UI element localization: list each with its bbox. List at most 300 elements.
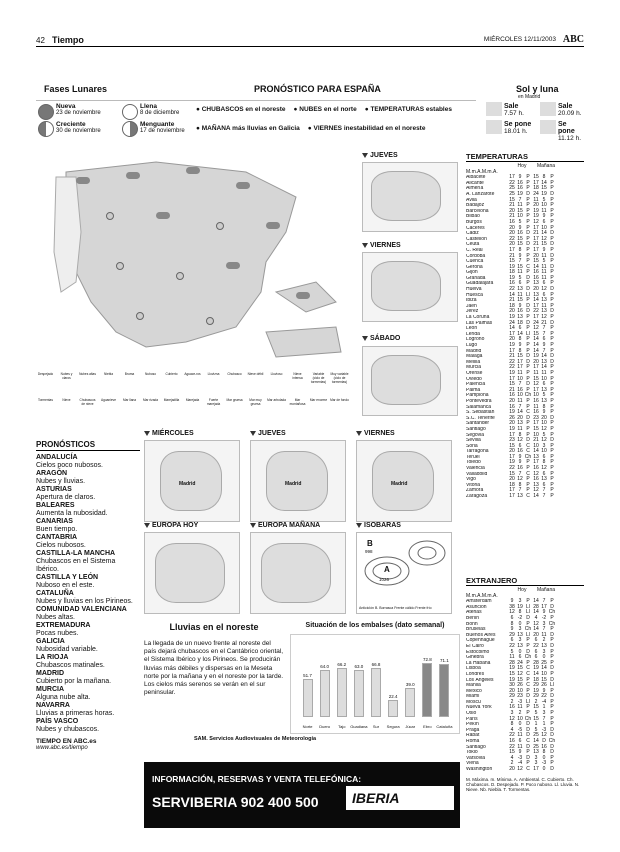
city-name: Sevilla xyxy=(466,438,481,444)
city-name: Santiago xyxy=(466,426,486,432)
city-name: Estocolmo xyxy=(466,649,490,655)
temp-cell: P xyxy=(526,235,530,242)
temp-cell: 12 xyxy=(517,766,523,772)
temp-cell: 12 xyxy=(533,381,539,388)
temp-cell: 10 xyxy=(517,687,523,694)
tomorrow-header: Mañana xyxy=(536,163,556,169)
temp-cell: 19 xyxy=(509,369,515,376)
temp-cell: 10 xyxy=(533,442,539,449)
temp-cell: 30 xyxy=(509,682,515,689)
temp-cell: 16 xyxy=(509,738,515,745)
today-header: Hoy xyxy=(517,587,527,593)
temp-cell: D xyxy=(526,319,530,326)
temp-cell: 24 xyxy=(509,319,515,326)
temp-cell: 17 xyxy=(533,179,539,186)
temp-cell: 20 xyxy=(509,420,515,427)
temp-cell: 17 xyxy=(509,493,515,500)
temp-cell: 11 xyxy=(541,274,547,281)
temp-cell: 14 xyxy=(517,330,523,337)
temp-cell: 5 xyxy=(542,431,546,438)
temp-cell: P xyxy=(550,218,554,225)
temp-cell: 4 xyxy=(534,614,538,621)
madrid-map-thu xyxy=(250,440,346,522)
temp-cell: 13 xyxy=(533,481,539,488)
temp-cell: 12 xyxy=(517,437,523,444)
temp-cell: 5 xyxy=(510,648,514,655)
low-pressure-value: 998 xyxy=(365,549,373,554)
temp-cell: 14 xyxy=(533,670,539,677)
city-name: Zamora xyxy=(466,488,484,494)
temp-cell: D xyxy=(550,665,554,672)
temp-cell: 11 xyxy=(541,369,547,376)
city-name: Bilbao xyxy=(466,214,480,220)
tomorrow-header: Mañana xyxy=(536,587,556,593)
city-name: Manila xyxy=(466,683,481,689)
temp-cell: 10 xyxy=(541,670,547,677)
moon-phases-title: Fases Lunares xyxy=(44,84,108,94)
city-name: Murcia xyxy=(466,365,482,371)
bar-category: Guadiana xyxy=(350,724,368,729)
city-name: Varsovia xyxy=(466,755,486,761)
city-name: Tokio xyxy=(466,750,478,756)
temp-cell: 3 xyxy=(542,620,546,627)
temp-row xyxy=(466,494,584,500)
temp-cell: P xyxy=(526,598,530,605)
temp-cell: 13 xyxy=(533,280,539,287)
temp-cell: 16 xyxy=(517,386,523,393)
temp-cell: P xyxy=(550,409,554,416)
temp-cell: 8 xyxy=(518,609,522,616)
temp-cell: P xyxy=(526,676,530,683)
city-name: Ginebra xyxy=(466,655,484,661)
chart-title: Situación de los embalses (dato semanal) xyxy=(305,622,445,629)
temp-cell: D xyxy=(526,721,530,728)
temp-cell: 21 xyxy=(533,241,539,248)
city-label: Madrid xyxy=(391,481,408,487)
city-name: Moscú xyxy=(466,699,481,705)
page-header xyxy=(36,36,584,47)
temp-cell: 5 xyxy=(542,196,546,203)
temp-cell: 12 xyxy=(541,425,547,432)
temp-cell: 13 xyxy=(517,420,523,427)
temp-cell: 15 xyxy=(517,676,523,683)
temp-cell: 19 xyxy=(533,665,539,672)
temp-cell: P xyxy=(526,459,530,466)
region-text: Buen tiempo. xyxy=(36,526,78,533)
temp-cell: 20 xyxy=(509,336,515,343)
temp-cell: 7 xyxy=(518,470,522,477)
region-text: Lluvias a primeras horas. xyxy=(36,710,115,717)
temp-cell: 14 xyxy=(541,230,547,237)
temp-cell: P xyxy=(526,342,530,348)
col-header: A. xyxy=(492,592,498,599)
temp-cell: P xyxy=(550,174,554,181)
temp-cell: 17 xyxy=(533,302,539,309)
region-name: PAÍS VASCO xyxy=(36,718,79,725)
temp-cell: P xyxy=(550,375,554,382)
temp-cell: P xyxy=(550,637,554,644)
city-name: Cuenca xyxy=(466,259,484,265)
city-name: Santander xyxy=(466,421,490,427)
temp-cell: P xyxy=(526,280,530,287)
temp-cell: 9 xyxy=(518,749,522,756)
city-name: Huesca xyxy=(466,292,483,298)
temp-cell: 14 xyxy=(533,493,539,500)
temp-cell: 8 xyxy=(518,336,522,343)
temp-cell: 7 xyxy=(518,381,522,388)
temp-cell: 17 xyxy=(533,224,539,231)
phase-name: Creciente xyxy=(56,121,86,128)
city-name: Logroño xyxy=(466,337,485,343)
temp-cell: 12 xyxy=(533,218,539,225)
city-name: Badajoz xyxy=(466,203,485,209)
temp-cell: 20 xyxy=(509,687,515,694)
temp-cell: P xyxy=(550,670,554,677)
temp-cell: D xyxy=(550,308,554,315)
temp-cell: -2 xyxy=(541,614,547,621)
temp-cell: 12 xyxy=(541,437,547,444)
low-pressure-label: B xyxy=(367,539,373,548)
region-text: Aumenta la nubosidad. xyxy=(36,510,108,517)
temp-cell: P xyxy=(550,760,554,767)
temp-cell: 6 xyxy=(542,470,546,477)
temp-cell: P xyxy=(526,246,530,253)
region-name: CASTILLA Y LEÓN xyxy=(36,574,99,581)
city-name: Castellón xyxy=(466,236,487,242)
temp-cell: 12 xyxy=(533,325,539,332)
city-name: Segovia xyxy=(466,432,485,438)
temp-cell: 15 xyxy=(517,297,523,304)
temp-cell: P xyxy=(526,269,530,276)
temp-cell: -2 xyxy=(517,614,523,621)
temp-cell: 6 xyxy=(534,654,538,661)
foreign-temperatures xyxy=(466,576,584,826)
temp-cell: 25 xyxy=(541,659,547,666)
isobar-map xyxy=(356,532,452,614)
bar xyxy=(337,668,347,717)
temp-cell: 14 xyxy=(509,325,515,332)
temp-cell: Ch xyxy=(548,738,556,745)
temp-cell: 17 xyxy=(509,431,515,438)
temp-cell: D xyxy=(550,437,554,444)
temp-cell: 13 xyxy=(517,631,523,638)
temp-cell: 3 xyxy=(542,442,546,449)
regional-forecast xyxy=(36,622,140,638)
temp-cell: P xyxy=(550,202,554,209)
temp-cell: 8 xyxy=(518,246,522,253)
madrid-map-wed xyxy=(144,440,240,522)
temp-cell: 13 xyxy=(541,642,547,649)
city-name: La Habana xyxy=(466,660,491,666)
temp-cell: 20 xyxy=(533,631,539,638)
temp-cell: D xyxy=(550,353,554,360)
temp-cell: 17 xyxy=(541,603,547,610)
temp-cell: 19 xyxy=(509,425,515,432)
temp-cell: 1 xyxy=(534,721,538,728)
temp-cell: D xyxy=(526,693,530,700)
region-name: EXTREMADURA xyxy=(36,622,91,629)
city-name: Gerona xyxy=(466,264,483,270)
temp-cell: Ch xyxy=(548,620,556,627)
city-name: Washington xyxy=(466,767,493,772)
temp-cell: P xyxy=(550,614,554,621)
temp-cell: 38 xyxy=(509,603,515,610)
moonset: Se pone 11.12 h. xyxy=(558,121,582,142)
temp-cell: P xyxy=(526,620,530,627)
temp-cell: 22 xyxy=(509,286,515,293)
issue-date: MIÉRCOLES 12/11/2003 xyxy=(483,36,556,43)
bar-category: Sur xyxy=(372,724,380,729)
region-name: BALEARES xyxy=(36,502,75,509)
bar-value: 51.7 xyxy=(303,672,312,678)
temp-cell: 19 xyxy=(509,409,515,416)
city-name: México xyxy=(466,688,482,694)
temp-cell: D xyxy=(526,437,530,444)
temp-cell: P xyxy=(550,347,554,354)
temp-cell: P xyxy=(550,754,554,761)
temps-title: TEMPERATURAS xyxy=(466,152,584,162)
moonrise-icon xyxy=(540,102,556,116)
temp-cell: -4 xyxy=(517,760,523,767)
temp-cell: 9 xyxy=(542,609,546,616)
map-label: SÁBADO xyxy=(370,335,401,342)
temp-cell: 22 xyxy=(509,364,515,371)
temp-cell: 26 xyxy=(509,414,515,421)
temp-cell: D xyxy=(526,743,530,750)
temp-cell: P xyxy=(526,642,530,649)
temp-cell: P xyxy=(550,465,554,472)
temp-cell: 21 xyxy=(533,230,539,237)
temp-table xyxy=(466,175,584,499)
temp-cell: 5 xyxy=(542,258,546,265)
temp-cell: 9 xyxy=(510,626,514,633)
iberia-ad[interactable] xyxy=(144,762,460,828)
forecast-line-2 xyxy=(196,125,425,132)
temp-cell: D xyxy=(550,286,554,293)
city-name: Valladolid xyxy=(466,471,488,477)
temp-cell: 11 xyxy=(517,397,523,404)
isobar-legend: Anticiclón B. Borrasca Frente cálido Frente frío xyxy=(359,606,432,610)
temp-cell: 8 xyxy=(542,174,546,181)
temp-cell: 11 xyxy=(517,732,523,739)
city-name: Asunción xyxy=(466,604,487,610)
region-text: Pocas nubes. xyxy=(36,630,79,637)
temp-cell: 16 xyxy=(533,476,539,483)
moonset-icon xyxy=(540,120,556,134)
temp-cell: 7 xyxy=(518,403,522,410)
temp-cell: D xyxy=(550,743,554,750)
anticyclone-pressure: 1026 xyxy=(379,577,390,582)
temp-cell: P xyxy=(550,392,554,399)
europe-map-tomorrow xyxy=(250,532,346,614)
temp-cell: 15 xyxy=(533,330,539,337)
temp-cell: 5 xyxy=(534,710,538,717)
temp-cell: 5 xyxy=(518,218,522,225)
temp-cell: 16 xyxy=(517,308,523,315)
temp-cell: 20 xyxy=(509,397,515,404)
temp-cell: 15 xyxy=(541,241,547,248)
temp-cell: 12 xyxy=(509,715,515,722)
temp-cell: 22 xyxy=(509,465,515,472)
story-body: La llegada de un nuevo frente al noreste del país dejará chubascos en el Cantábrico oriental, el Sistema Ibérico y los Pirineos. Se producirán lluvias más débiles y dispersas en la Meseta norte por la mañana y en el noreste por la tarde. Los cielos más serenos se verán en el sur peninsular. xyxy=(144,640,284,697)
temp-cell: 9 xyxy=(518,459,522,466)
temp-cell: 14 xyxy=(533,297,539,304)
temp-cell: D xyxy=(526,358,530,365)
temp-cell: P xyxy=(526,760,530,767)
temp-cell: 6 xyxy=(542,481,546,488)
temp-cell: 20 xyxy=(533,252,539,259)
city-name: Copenhague xyxy=(466,638,495,644)
city-name: Valencia xyxy=(466,466,485,472)
city-name: Ávila xyxy=(466,197,477,203)
temp-cell: 21 xyxy=(533,437,539,444)
temp-cell: 17 xyxy=(509,487,515,494)
city-name: Burgos xyxy=(466,219,482,225)
temp-cell: 15 xyxy=(533,174,539,181)
temp-cell: P xyxy=(550,258,554,265)
region-text: Apertura de claros. xyxy=(36,494,96,501)
temp-cell: D xyxy=(526,754,530,761)
temp-cell: 9 xyxy=(518,174,522,181)
temp-cell: 6 xyxy=(518,654,522,661)
city-name: Córdoba xyxy=(466,253,486,259)
temp-cell: 13 xyxy=(517,314,523,321)
iberia-logo: IBERIA xyxy=(346,786,454,810)
temp-cell: 10 xyxy=(541,202,547,209)
temp-cell: 10 xyxy=(541,224,547,231)
temp-cell: 1 xyxy=(542,721,546,728)
regional-forecast xyxy=(36,534,140,550)
temp-cell: 10 xyxy=(541,448,547,455)
temp-cell: 5 xyxy=(542,392,546,399)
temp-cell: P xyxy=(550,185,554,192)
region-name: LA RIOJA xyxy=(36,654,69,661)
temp-cell: 11 xyxy=(541,269,547,276)
temp-cell: P xyxy=(526,196,530,203)
region-text: Alguna nube alta. xyxy=(36,694,91,701)
city-name: Amsterdam xyxy=(466,599,492,605)
temp-cell: Ll xyxy=(526,631,530,638)
temp-cell: 19 xyxy=(509,665,515,672)
temp-cell: 25 xyxy=(509,190,515,197)
region-name: ASTURIAS xyxy=(36,486,72,493)
temp-cell: 18 xyxy=(517,319,523,326)
temp-cell: 18 xyxy=(533,676,539,683)
city-name: Soria xyxy=(466,443,478,449)
temp-cell: 7 xyxy=(518,258,522,265)
city-name: Londres xyxy=(466,671,485,677)
temp-cell: 15 xyxy=(509,442,515,449)
city-name: Toledo xyxy=(466,460,481,466)
temp-cell: 13 xyxy=(533,453,539,460)
temp-cell: 7 xyxy=(518,196,522,203)
temp-cell: 21 xyxy=(509,202,515,209)
temp-cell: P xyxy=(550,710,554,717)
bar-value: 63.0 xyxy=(354,664,364,670)
city-name: Atenas xyxy=(466,610,482,616)
temp-cell: D xyxy=(550,263,554,270)
bar-value: 39.0 xyxy=(405,682,415,688)
temp-cell: P xyxy=(550,330,554,337)
city-name: Bonn xyxy=(466,621,478,627)
europe-maps xyxy=(144,522,460,618)
temp-cell: 8 xyxy=(518,347,522,354)
city-name: Alicante xyxy=(466,180,484,186)
map-label: EUROPA MAÑANA xyxy=(258,522,321,529)
temp-row xyxy=(466,767,584,773)
temp-cell: P xyxy=(550,459,554,466)
temp-cell: 6 xyxy=(542,336,546,343)
temp-cell: 3 xyxy=(518,598,522,605)
temp-cell: 4 xyxy=(510,754,514,761)
temp-cell: 2 xyxy=(510,760,514,767)
temp-cell: P xyxy=(550,314,554,321)
temp-cell: 20 xyxy=(533,202,539,209)
temp-cell: 20 xyxy=(509,448,515,455)
temp-cell: 22 xyxy=(509,358,515,365)
temp-cell: P xyxy=(550,448,554,455)
temp-cell: P xyxy=(526,224,530,231)
temp-cell: 23 xyxy=(509,437,515,444)
regional-forecast xyxy=(36,590,140,606)
temp-cell: P xyxy=(550,302,554,309)
temp-cell: P xyxy=(550,291,554,298)
forecast-line-1 xyxy=(196,106,452,113)
temp-cell: 7 xyxy=(542,347,546,354)
temp-cell: D xyxy=(526,614,530,621)
city-name: Málaga xyxy=(466,354,483,360)
temp-cell: 8 xyxy=(542,459,546,466)
temp-cell: P xyxy=(526,202,530,209)
city-name: Almería xyxy=(466,186,484,192)
temp-cell: D xyxy=(526,381,530,388)
temp-cell: 13 xyxy=(533,749,539,756)
bar-category: Cataluña xyxy=(436,724,453,729)
temp-cell: 11 xyxy=(541,263,547,270)
temp-cell: -3 xyxy=(517,754,523,761)
europe-map-today xyxy=(144,532,240,614)
temp-cell: 18 xyxy=(509,481,515,488)
temp-cell: 25 xyxy=(533,743,539,750)
temp-cell: P xyxy=(550,386,554,393)
temp-cell: 3 xyxy=(518,637,522,644)
temp-cell: D xyxy=(526,241,530,248)
temp-cell: P xyxy=(550,654,554,661)
temp-cell: 14 xyxy=(541,353,547,360)
col-header: A. xyxy=(477,168,482,175)
map-label: JUEVES xyxy=(258,430,286,437)
temp-cell: D xyxy=(526,286,530,293)
temp-cell: 14 xyxy=(541,665,547,672)
ad-line-2: SERVIBERIA 902 400 500 xyxy=(152,794,319,810)
temp-cell: 15 xyxy=(517,263,523,270)
temp-cell: P xyxy=(550,196,554,203)
temp-cell: 21 xyxy=(541,319,547,326)
temp-cell: 9 xyxy=(518,342,522,348)
region-text: Nubes altas. xyxy=(36,614,75,621)
temp-cell: 2 xyxy=(518,710,522,717)
city-name: Praga xyxy=(466,727,480,733)
temp-cell: P xyxy=(526,397,530,404)
web-link[interactable]: www.abc.es/tiempo xyxy=(36,745,88,751)
temp-cell: 21 xyxy=(509,297,515,304)
temp-cell: 2 xyxy=(542,637,546,644)
temp-cell: 6 xyxy=(510,614,514,621)
temp-cell: 12 xyxy=(541,465,547,472)
temp-cell: P xyxy=(526,431,530,438)
temp-cell: P xyxy=(526,403,530,410)
bar-value: 66.2 xyxy=(337,662,347,668)
